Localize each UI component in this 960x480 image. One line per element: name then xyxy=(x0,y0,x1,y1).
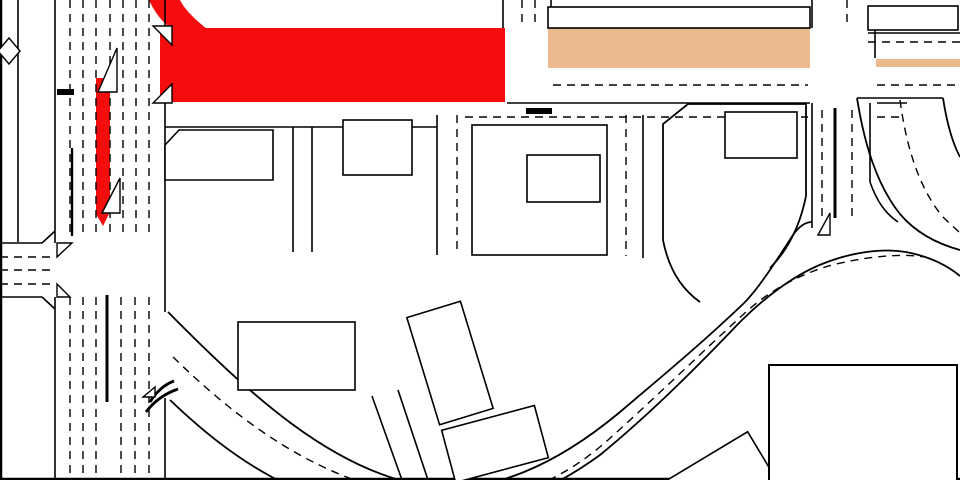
legend-box xyxy=(768,364,958,480)
hotel-1st-inn-label xyxy=(527,160,600,176)
